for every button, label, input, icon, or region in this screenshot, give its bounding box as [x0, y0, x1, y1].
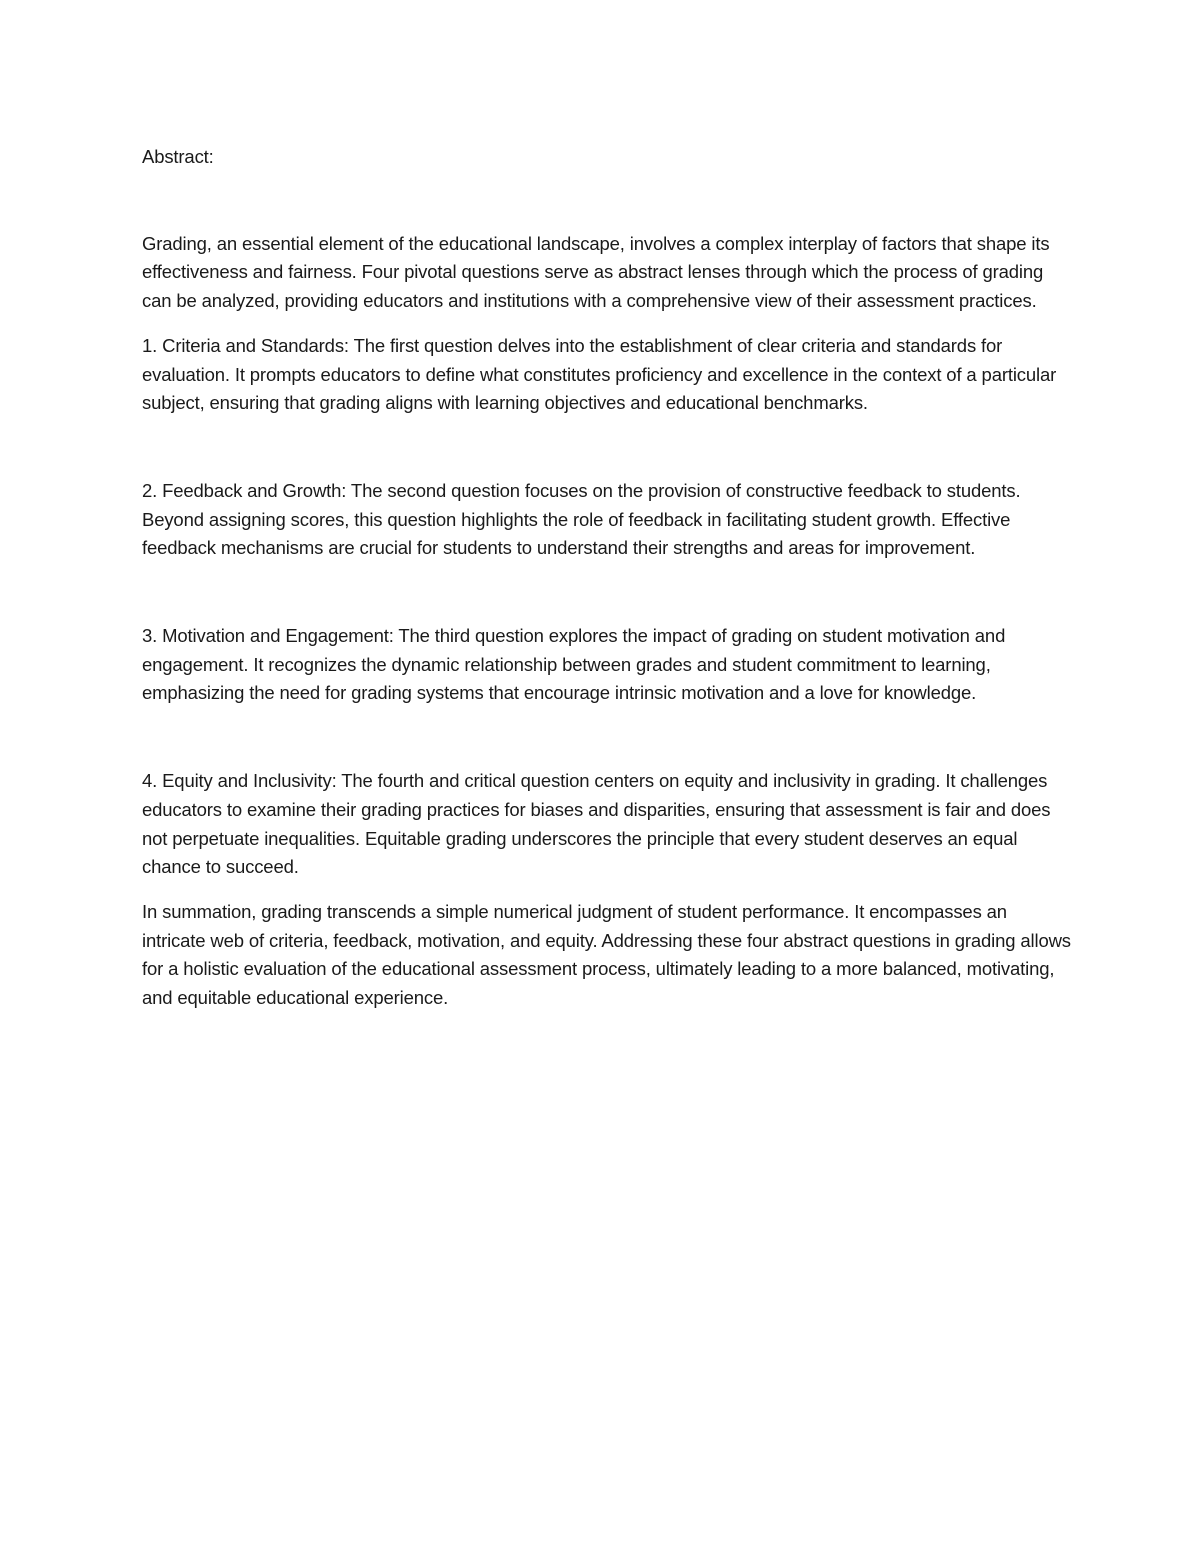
abstract-heading: Abstract:: [142, 146, 214, 167]
document-body: [142, 143, 1072, 1013]
point-equity-paragraph: 4. Equity and Inclusivity: The fourth and critical question centers on equity and inclusivity in grading. It challenges educators to examine their grading practices for biases and disparities, ensuring that assessment is fair and does not perpetuate inequalities. Equitable grading underscores the principle that every student deserves an equal chance to succeed.: [142, 770, 1051, 878]
point-criteria-paragraph: 1. Criteria and Standards: The first question delves into the establishment of clear criteria and standards for evaluation. It prompts educators to define what constitutes proficiency and excellence in the context of a particular subject, ensuring that grading aligns with learning objectives and educational benchmarks.: [142, 334, 1057, 414]
point-motivation-paragraph: 3. Motivation and Engagement: The third question explores the impact of grading on student motivation and engagement. It recognizes the dynamic relationship between grades and student commitment to learning, emphasizing the need for grading systems that encourage intrinsic motivation and a love for knowledge.: [142, 625, 1006, 704]
conclusion-paragraph: In summation, grading transcends a simple numerical judgment of student performance. It encompasses an intricate web of criteria, feedback, motivation, and equity. Addressing these four abstract questions in grading allows for a holistic evaluation of the educational assessment process, ultimately leading to a more balanced, motivating, and equitable educational experience.: [142, 900, 1071, 1009]
intro-paragraph: Grading, an essential element of the educational landscape, involves a complex interplay of factors that shape its effectiveness and fairness. Four pivotal questions serve as abstract lenses through which the process of grading can be analyzed, providing educators and institutions with a comprehensive view of their assessment practices.: [142, 232, 1050, 312]
point-feedback-paragraph: 2. Feedback and Growth: The second question focuses on the provision of constructive feedback to students. Beyond assigning scores, this question highlights the role of feedback in facilitating student growth. Effective feedback mechanisms are crucial for students to understand their strengths and areas for improvement.: [142, 479, 1021, 559]
